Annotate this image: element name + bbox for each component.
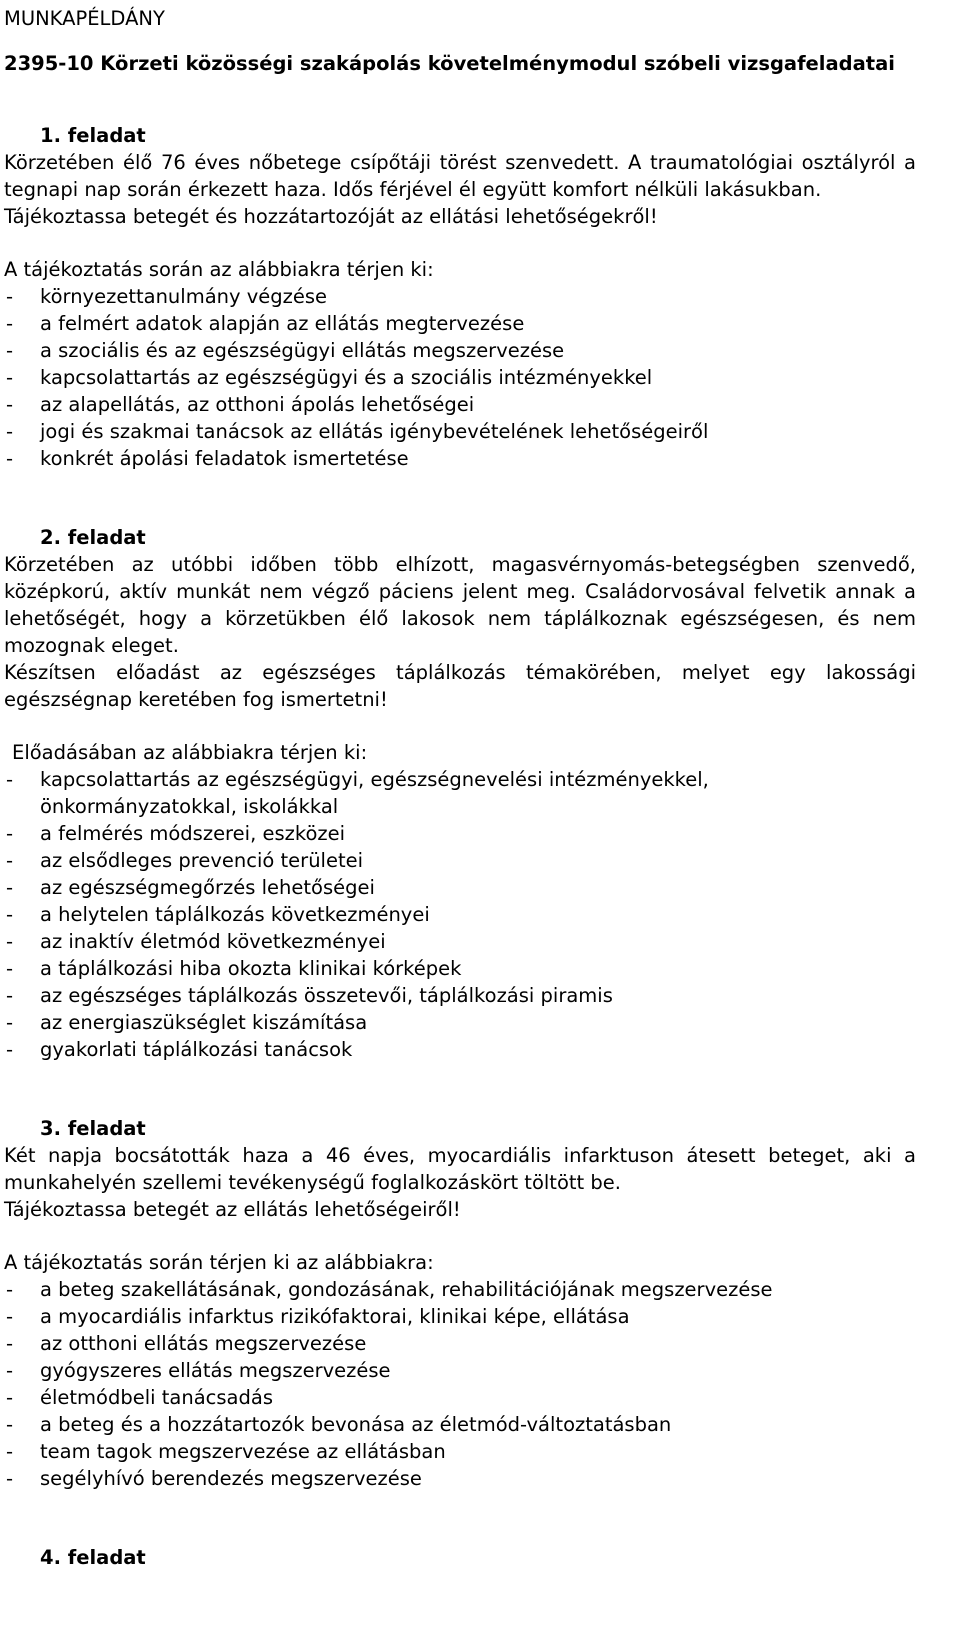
document-subtitle: 2395-10 Körzeti közösségi szakápolás követelménymodul szóbeli vizsgafeladatai [4,52,895,75]
list-item: - az alapellátás, az otthoni ápolás lehetőségei [4,391,916,418]
list-item: - környezettanulmány végzése [4,283,916,310]
list-item: - kapcsolattartás az egészségügyi és a szociális intézményekkel [4,364,916,391]
task-3 [4,1115,916,1492]
task-2 [4,524,916,1063]
list-item: - team tagok megszervezése az ellátásban [4,1438,916,1465]
list-item: - a beteg és a hozzátartozók bevonása az életmód-változtatásban [4,1411,916,1438]
task-title: 2. feladat [40,526,146,549]
list-item: - az inaktív életmód következményei [4,928,916,955]
task-4 [4,1544,916,1571]
list-item: - segélyhívó berendezés megszervezése [4,1465,916,1492]
task-title: 3. feladat [40,1117,146,1140]
list-item: - a myocardiális infarktus rizikófaktorai, klinikai képe, ellátása [4,1303,916,1330]
document-header: MUNKAPÉLDÁNY [4,7,165,30]
list-item: - az egészséges táplálkozás összetevői, táplálkozási piramis [4,982,916,1009]
task-line: Körzetében élő 76 éves nőbetege csípőtáji törést szenvedett. A traumatológiai osztályról a [4,151,916,174]
list-item: - az egészségmegőrzés lehetőségei [4,874,916,901]
task-1 [4,122,916,472]
list-item: - a táplálkozási hiba okozta klinikai kórképek [4,955,916,982]
list-item: - a felmérés módszerei, eszközei [4,820,916,847]
task-title: 1. feladat [40,124,146,147]
task-line: Tájékoztassa betegét és hozzátartozóját az ellátási lehetőségekről! [4,205,658,228]
list-item: - konkrét ápolási feladatok ismertetése [4,445,916,472]
task-paragraph: Körzetében az utóbbi időben több elhízott, magasvérnyomás-betegségben szenvedő, középkorú, aktív munkát nem végző páciens jelent meg. Családorvosával felvetik annak a lehetőségét, hogy a körzetükben élő lakosok nem táplálkoznak egészségesen, és nem mozognak eleget. [4,553,916,657]
list-item: - gyógyszeres ellátás megszervezése [4,1357,916,1384]
list-item: - a szociális és az egészségügyi ellátás megszervezése [4,337,916,364]
task-paragraph: Tájékoztassa betegét az ellátás lehetőségeiről! [4,1198,461,1221]
task-paragraph: Két napja bocsátották haza a 46 éves, myocardiális infarktuson átesett beteget, aki a munkahelyén szellemi tevékenységű foglalkozáskört töltött be. [4,1144,916,1194]
list-item: - az otthoni ellátás megszervezése [4,1330,916,1357]
task-title: 4. feladat [40,1546,146,1569]
list-item: - a felmért adatok alapján az ellátás megtervezése [4,310,916,337]
task-line: tegnapi nap során érkezett haza. Idős férjével él együtt komfort nélküli lakásukban. [4,178,822,201]
list-item: - az energiaszükséglet kiszámítása [4,1009,916,1036]
task-intro: A tájékoztatás során az alábbiakra térjen ki: [4,258,434,281]
list-item: - életmódbeli tanácsadás [4,1384,916,1411]
list-item: - jogi és szakmai tanácsok az ellátás igénybevételének lehetőségeiről [4,418,916,445]
list-item: - a helytelen táplálkozás következményei [4,901,916,928]
task-intro: A tájékoztatás során térjen ki az alábbiakra: [4,1251,434,1274]
task-items [4,283,916,472]
document-page [4,0,916,1571]
list-item: - gyakorlati táplálkozási tanácsok [4,1036,916,1063]
task-paragraph: Készítsen előadást az egészséges táplálkozás témakörében, melyet egy lakossági egészségnap keretében fog ismertetni! [4,661,916,711]
list-item: - kapcsolattartás az egészségügyi, egészségnevelési intézményekkel, önkormányzatokkal, iskolákkal [4,766,760,820]
task-intro: Előadásában az alábbiakra térjen ki: [12,741,368,764]
task-items [4,766,916,1063]
list-item: - a beteg szakellátásának, gondozásának, rehabilitációjának megszervezése [4,1276,916,1303]
task-items [4,1276,916,1492]
list-item: - az elsődleges prevenció területei [4,847,916,874]
